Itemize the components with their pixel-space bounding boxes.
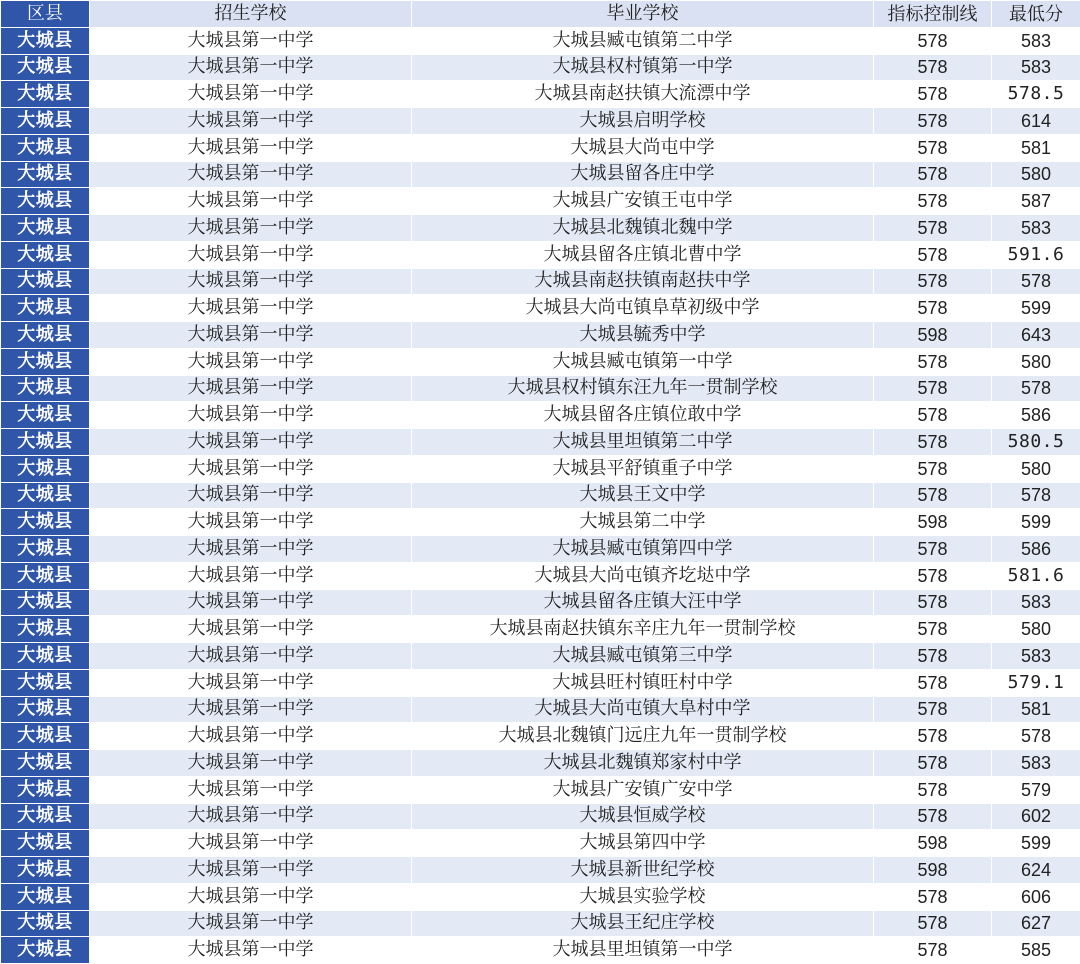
cell-control-line: 578: [874, 643, 992, 670]
cell-min-score: 583: [992, 27, 1080, 54]
cell-grad-school: 大城县恒威学校: [412, 803, 874, 830]
cell-min-score: 624: [992, 857, 1080, 884]
cell-grad-school: 大城县南赵扶镇东辛庄九年一贯制学校: [412, 616, 874, 643]
cell-district: 大城县: [1, 27, 90, 54]
cell-district: 大城县: [1, 188, 90, 215]
cell-min-score: 586: [992, 402, 1080, 429]
cell-control-line: 578: [874, 161, 992, 188]
cell-district: 大城县: [1, 429, 90, 456]
cell-grad-school: 大城县留各庄镇大汪中学: [412, 589, 874, 616]
cell-enroll-school: 大城县第一中学: [90, 883, 412, 910]
cell-control-line: 578: [874, 482, 992, 509]
table-row: [1, 482, 1080, 509]
cell-enroll-school: 大城县第一中学: [90, 27, 412, 54]
cell-min-score: 587: [992, 188, 1080, 215]
cell-enroll-school: 大城县第一中学: [90, 81, 412, 108]
cell-control-line: 578: [874, 108, 992, 135]
table-row: [1, 54, 1080, 81]
cell-enroll-school: 大城县第一中学: [90, 402, 412, 429]
cell-grad-school: 大城县臧屯镇第三中学: [412, 643, 874, 670]
cell-min-score: 580.5: [992, 429, 1080, 456]
table-row: [1, 215, 1080, 242]
cell-grad-school: 大城县第四中学: [412, 830, 874, 857]
cell-district: 大城县: [1, 723, 90, 750]
cell-enroll-school: 大城县第一中学: [90, 188, 412, 215]
cell-district: 大城县: [1, 883, 90, 910]
cell-min-score: 602: [992, 803, 1080, 830]
cell-grad-school: 大城县留各庄镇位敢中学: [412, 402, 874, 429]
cell-enroll-school: 大城县第一中学: [90, 108, 412, 135]
cell-min-score: 579.1: [992, 669, 1080, 696]
cell-grad-school: 大城县里坦镇第一中学: [412, 937, 874, 964]
cell-control-line: 578: [874, 455, 992, 482]
table-row: [1, 803, 1080, 830]
cell-district: 大城县: [1, 134, 90, 161]
cell-enroll-school: 大城县第一中学: [90, 429, 412, 456]
cell-min-score: 583: [992, 215, 1080, 242]
cell-enroll-school: 大城县第一中学: [90, 295, 412, 322]
table-header: [1, 1, 1080, 28]
cell-grad-school: 大城县大尚屯镇阜草初级中学: [412, 295, 874, 322]
cell-enroll-school: 大城县第一中学: [90, 910, 412, 937]
table-row: [1, 509, 1080, 536]
cell-grad-school: 大城县第二中学: [412, 509, 874, 536]
cell-grad-school: 大城县南赵扶镇南赵扶中学: [412, 268, 874, 295]
cell-control-line: 578: [874, 723, 992, 750]
cell-min-score: 578: [992, 268, 1080, 295]
cell-min-score: 581.6: [992, 562, 1080, 589]
cell-grad-school: 大城县留各庄镇北曹中学: [412, 241, 874, 268]
table-row: [1, 322, 1080, 349]
cell-grad-school: 大城县大尚屯中学: [412, 134, 874, 161]
cell-control-line: 578: [874, 937, 992, 964]
cell-district: 大城县: [1, 643, 90, 670]
cell-district: 大城县: [1, 857, 90, 884]
cell-control-line: 598: [874, 509, 992, 536]
cell-grad-school: 大城县权村镇东汪九年一贯制学校: [412, 375, 874, 402]
cell-district: 大城县: [1, 295, 90, 322]
cell-min-score: 581: [992, 696, 1080, 723]
cell-district: 大城县: [1, 750, 90, 777]
cell-district: 大城县: [1, 509, 90, 536]
cell-min-score: 578: [992, 375, 1080, 402]
table-row: [1, 27, 1080, 54]
header-district: 区县: [1, 1, 90, 28]
cell-control-line: 578: [874, 295, 992, 322]
cell-control-line: 578: [874, 348, 992, 375]
cell-grad-school: 大城县留各庄中学: [412, 161, 874, 188]
cell-district: 大城县: [1, 215, 90, 242]
table-row: [1, 750, 1080, 777]
cell-district: 大城县: [1, 776, 90, 803]
cell-district: 大城县: [1, 348, 90, 375]
cell-grad-school: 大城县大尚屯镇大阜村中学: [412, 696, 874, 723]
cell-enroll-school: 大城县第一中学: [90, 241, 412, 268]
cell-min-score: 583: [992, 643, 1080, 670]
table-row: [1, 268, 1080, 295]
cell-district: 大城县: [1, 669, 90, 696]
table-row: [1, 830, 1080, 857]
cell-grad-school: 大城县王文中学: [412, 482, 874, 509]
table-row: [1, 188, 1080, 215]
table-row: [1, 669, 1080, 696]
cell-district: 大城县: [1, 54, 90, 81]
cell-enroll-school: 大城县第一中学: [90, 134, 412, 161]
cell-control-line: 578: [874, 268, 992, 295]
cell-enroll-school: 大城县第一中学: [90, 616, 412, 643]
cell-min-score: 580: [992, 348, 1080, 375]
cell-grad-school: 大城县王纪庄学校: [412, 910, 874, 937]
cell-control-line: 598: [874, 830, 992, 857]
cell-enroll-school: 大城县第一中学: [90, 536, 412, 563]
cell-enroll-school: 大城县第一中学: [90, 455, 412, 482]
table-row: [1, 536, 1080, 563]
header-grad-school: 毕业学校: [412, 1, 874, 28]
cell-grad-school: 大城县广安镇王屯中学: [412, 188, 874, 215]
cell-min-score: 578: [992, 482, 1080, 509]
cell-control-line: 578: [874, 910, 992, 937]
cell-min-score: 580: [992, 616, 1080, 643]
cell-district: 大城县: [1, 616, 90, 643]
cell-control-line: 578: [874, 54, 992, 81]
cell-district: 大城县: [1, 455, 90, 482]
cell-control-line: 578: [874, 241, 992, 268]
table-row: [1, 402, 1080, 429]
cell-enroll-school: 大城县第一中学: [90, 589, 412, 616]
cell-district: 大城县: [1, 482, 90, 509]
cell-control-line: 578: [874, 669, 992, 696]
cell-min-score: 583: [992, 750, 1080, 777]
cell-min-score: 599: [992, 830, 1080, 857]
cell-district: 大城县: [1, 562, 90, 589]
cell-enroll-school: 大城县第一中学: [90, 857, 412, 884]
table-row: [1, 589, 1080, 616]
cell-min-score: 591.6: [992, 241, 1080, 268]
cell-control-line: 578: [874, 27, 992, 54]
cell-enroll-school: 大城县第一中学: [90, 161, 412, 188]
cell-enroll-school: 大城县第一中学: [90, 937, 412, 964]
cell-district: 大城县: [1, 108, 90, 135]
cell-min-score: 578.5: [992, 81, 1080, 108]
cell-grad-school: 大城县臧屯镇第二中学: [412, 27, 874, 54]
cell-district: 大城县: [1, 402, 90, 429]
cell-grad-school: 大城县旺村镇旺村中学: [412, 669, 874, 696]
cell-min-score: 586: [992, 536, 1080, 563]
cell-enroll-school: 大城县第一中学: [90, 723, 412, 750]
cell-district: 大城县: [1, 268, 90, 295]
cell-min-score: 627: [992, 910, 1080, 937]
header-enroll-school: 招生学校: [90, 1, 412, 28]
cell-grad-school: 大城县北魏镇门远庄九年一贯制学校: [412, 723, 874, 750]
cell-district: 大城县: [1, 696, 90, 723]
cell-min-score: 579: [992, 776, 1080, 803]
cell-enroll-school: 大城县第一中学: [90, 268, 412, 295]
header-min-score: 最低分: [992, 1, 1080, 28]
table-row: [1, 348, 1080, 375]
table-row: [1, 643, 1080, 670]
header-control-line: 指标控制线: [874, 1, 992, 28]
cell-control-line: 578: [874, 81, 992, 108]
cell-grad-school: 大城县南赵扶镇大流漂中学: [412, 81, 874, 108]
cell-enroll-school: 大城县第一中学: [90, 322, 412, 349]
cell-control-line: 578: [874, 375, 992, 402]
cell-district: 大城县: [1, 81, 90, 108]
cell-district: 大城县: [1, 241, 90, 268]
cell-district: 大城县: [1, 322, 90, 349]
cell-district: 大城县: [1, 589, 90, 616]
cell-min-score: 583: [992, 54, 1080, 81]
cell-control-line: 578: [874, 402, 992, 429]
table-row: [1, 161, 1080, 188]
cell-min-score: 643: [992, 322, 1080, 349]
cell-grad-school: 大城县广安镇广安中学: [412, 776, 874, 803]
cell-control-line: 598: [874, 322, 992, 349]
table-row: [1, 108, 1080, 135]
header-row: [1, 1, 1080, 28]
cell-district: 大城县: [1, 937, 90, 964]
cell-enroll-school: 大城县第一中学: [90, 54, 412, 81]
table-row: [1, 81, 1080, 108]
cell-enroll-school: 大城县第一中学: [90, 643, 412, 670]
cell-min-score: 578: [992, 723, 1080, 750]
cell-enroll-school: 大城县第一中学: [90, 482, 412, 509]
cell-control-line: 578: [874, 696, 992, 723]
cell-min-score: 581: [992, 134, 1080, 161]
cell-grad-school: 大城县启明学校: [412, 108, 874, 135]
cell-grad-school: 大城县实验学校: [412, 883, 874, 910]
table-row: [1, 375, 1080, 402]
table-row: [1, 295, 1080, 322]
cell-enroll-school: 大城县第一中学: [90, 669, 412, 696]
table-row: [1, 696, 1080, 723]
cell-grad-school: 大城县大尚屯镇齐圪垯中学: [412, 562, 874, 589]
table-row: [1, 857, 1080, 884]
cell-enroll-school: 大城县第一中学: [90, 750, 412, 777]
cell-control-line: 578: [874, 803, 992, 830]
cell-control-line: 578: [874, 429, 992, 456]
cell-district: 大城县: [1, 803, 90, 830]
cell-district: 大城县: [1, 536, 90, 563]
cell-enroll-school: 大城县第一中学: [90, 696, 412, 723]
table-row: [1, 455, 1080, 482]
cell-min-score: 583: [992, 589, 1080, 616]
cell-control-line: 578: [874, 215, 992, 242]
cell-enroll-school: 大城县第一中学: [90, 348, 412, 375]
cell-grad-school: 大城县臧屯镇第四中学: [412, 536, 874, 563]
cell-grad-school: 大城县平舒镇重子中学: [412, 455, 874, 482]
table-row: [1, 910, 1080, 937]
cell-enroll-school: 大城县第一中学: [90, 509, 412, 536]
cell-control-line: 578: [874, 562, 992, 589]
cell-control-line: 578: [874, 750, 992, 777]
table-body: [1, 27, 1080, 963]
cell-min-score: 585: [992, 937, 1080, 964]
cell-district: 大城县: [1, 161, 90, 188]
cell-enroll-school: 大城县第一中学: [90, 215, 412, 242]
table-row: [1, 562, 1080, 589]
cell-control-line: 598: [874, 857, 992, 884]
cell-min-score: 580: [992, 161, 1080, 188]
cell-control-line: 578: [874, 776, 992, 803]
cell-grad-school: 大城县新世纪学校: [412, 857, 874, 884]
cell-enroll-school: 大城县第一中学: [90, 562, 412, 589]
cell-control-line: 578: [874, 134, 992, 161]
table-row: [1, 429, 1080, 456]
cell-grad-school: 大城县臧屯镇第一中学: [412, 348, 874, 375]
table-row: [1, 776, 1080, 803]
table-row: [1, 883, 1080, 910]
cell-min-score: 599: [992, 295, 1080, 322]
cell-grad-school: 大城县北魏镇郑家村中学: [412, 750, 874, 777]
table-row: [1, 723, 1080, 750]
cell-grad-school: 大城县权村镇第一中学: [412, 54, 874, 81]
cell-control-line: 578: [874, 883, 992, 910]
cell-district: 大城县: [1, 375, 90, 402]
cell-grad-school: 大城县北魏镇北魏中学: [412, 215, 874, 242]
cell-enroll-school: 大城县第一中学: [90, 776, 412, 803]
cell-district: 大城县: [1, 910, 90, 937]
table-row: [1, 241, 1080, 268]
table-row: [1, 616, 1080, 643]
cell-control-line: 578: [874, 536, 992, 563]
cell-min-score: 606: [992, 883, 1080, 910]
cell-min-score: 614: [992, 108, 1080, 135]
table-row: [1, 937, 1080, 964]
cell-enroll-school: 大城县第一中学: [90, 830, 412, 857]
cell-control-line: 578: [874, 589, 992, 616]
cell-grad-school: 大城县里坦镇第二中学: [412, 429, 874, 456]
cell-enroll-school: 大城县第一中学: [90, 803, 412, 830]
cell-grad-school: 大城县毓秀中学: [412, 322, 874, 349]
cell-min-score: 580: [992, 455, 1080, 482]
cell-control-line: 578: [874, 188, 992, 215]
cell-control-line: 578: [874, 616, 992, 643]
cell-min-score: 599: [992, 509, 1080, 536]
table-row: [1, 134, 1080, 161]
cell-enroll-school: 大城县第一中学: [90, 375, 412, 402]
cell-district: 大城县: [1, 830, 90, 857]
